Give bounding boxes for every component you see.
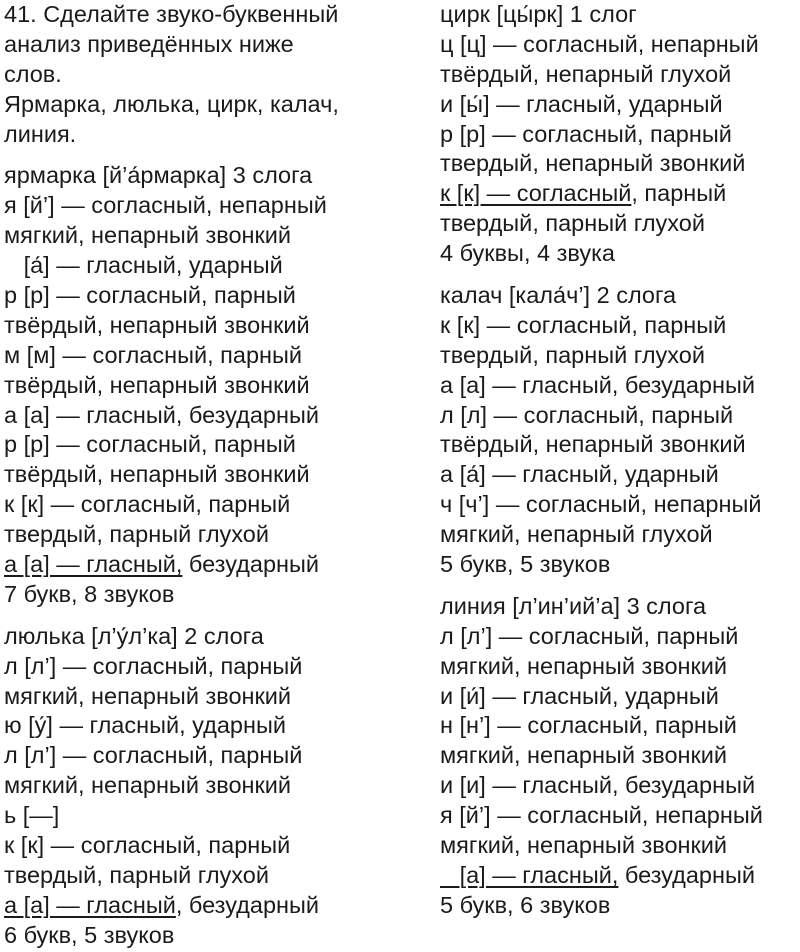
- analysis-line: р [р] — согласный, парный: [440, 120, 732, 147]
- analysis-line: мягкий, непарный звонкий: [440, 652, 728, 679]
- analysis-line: и [и] — гласный, безударный: [440, 772, 756, 799]
- word-header: люлька [л’у́л’ка] 2 слога: [4, 622, 264, 649]
- analysis-line: твердый, парный глухой: [4, 521, 269, 548]
- task-line: слов.: [4, 60, 62, 87]
- analysis-line: л [л’] — согласный, парный: [440, 622, 739, 649]
- analysis-line: твердый, непарный звонкий: [440, 150, 746, 177]
- analysis-line: р [р] — согласный, парный: [4, 431, 296, 458]
- analysis-line: мягкий, непарный звонкий: [440, 832, 728, 859]
- analysis-line: ь [—]: [4, 802, 60, 829]
- analysis-line: а [а́] — гласный, ударный: [440, 461, 719, 488]
- underlined-text: к [к] — согласный: [440, 180, 632, 207]
- right-column: [440, 0, 798, 921]
- word-header: калач [кала́ч’] 2 слога: [440, 282, 677, 309]
- analysis-line: а [а] — гласный, безударный: [440, 371, 756, 398]
- analysis-line: [4, 550, 424, 580]
- analysis-line: твёрдый, непарный звонкий: [440, 431, 746, 458]
- task-line: анализ приведённых ниже: [4, 30, 294, 57]
- analysis-line: твердый, парный глухой: [440, 341, 705, 368]
- analysis-line: м [м] — согласный, парный: [4, 341, 303, 368]
- analysis-line: а [а] — гласный, безударный: [4, 401, 320, 428]
- word-total: 5 букв, 5 звуков: [440, 551, 611, 578]
- analysis-line: твердый, парный глухой: [4, 861, 269, 888]
- analysis-line: твёрдый, непарный глухой: [440, 60, 732, 87]
- analysis-line: мягкий, непарный звонкий: [4, 222, 292, 249]
- analysis-line: и [ы́] — гласный, ударный: [440, 90, 723, 117]
- underlined-text: а [а] — гласный,: [4, 551, 183, 578]
- analysis-line: [440, 179, 798, 209]
- word-total: 4 буквы, 4 звука: [440, 240, 615, 267]
- left-column: [4, 0, 424, 951]
- word-header: ярмарка [й’а́рмарка] 3 слога: [4, 162, 313, 189]
- analysis-liniya: [440, 592, 798, 921]
- analysis-line: ц [ц] — согласный, непарный: [440, 30, 759, 57]
- analysis-line: л [л’] — согласный, парный: [4, 652, 303, 679]
- analysis-line: л [л] — согласный, парный: [440, 401, 734, 428]
- analysis-lyulka: [4, 622, 424, 951]
- analysis-kalach: [440, 281, 798, 580]
- analysis-line: мягкий, непарный звонкий: [4, 772, 292, 799]
- analysis-line: и [и́] — гласный, ударный: [440, 682, 719, 709]
- analysis-line: мягкий, непарный звонкий: [440, 742, 728, 769]
- analysis-line: л [л’] — согласный, парный: [4, 742, 303, 769]
- analysis-text: , парный: [631, 180, 727, 207]
- analysis-text: безударный: [618, 861, 755, 888]
- analysis-line: мягкий, непарный глухой: [440, 521, 713, 548]
- analysis-line: я [й’] — согласный, непарный: [4, 192, 327, 219]
- analysis-line: твёрдый, непарный звонкий: [4, 311, 310, 338]
- analysis-line: твёрдый, непарный звонкий: [4, 371, 310, 398]
- task-line: линия.: [4, 120, 77, 147]
- analysis-line: [а́] — гласный, ударный: [4, 252, 283, 279]
- analysis-line: я [й’] — согласный, непарный: [440, 802, 763, 829]
- analysis-line: к [к] — согласный, парный: [4, 832, 291, 859]
- analysis-line: [440, 861, 798, 891]
- task-line: 41. Сделайте звуко-буквенный: [4, 1, 339, 27]
- analysis-line: твердый, парный глухой: [440, 210, 705, 237]
- word-total: 6 букв, 5 звуков: [4, 921, 175, 948]
- analysis-yarmarka: [4, 161, 424, 609]
- word-header: линия [л’ин’ий’а] 3 слога: [440, 592, 707, 619]
- analysis-line: ч [ч’] — согласный, непарный: [440, 491, 762, 518]
- analysis-line: [4, 891, 424, 921]
- analysis-line: мягкий, непарный звонкий: [4, 682, 292, 709]
- underlined-text: [а] — гласный,: [440, 861, 619, 888]
- underlined-text: а [а] — гласный: [4, 891, 176, 918]
- analysis-text: , безударный: [175, 891, 320, 918]
- analysis-line: ю [у́] — гласный, ударный: [4, 712, 286, 739]
- analysis-text: безударный: [182, 551, 320, 578]
- word-header: цирк [цы́рк] 1 слог: [440, 1, 637, 27]
- word-total: 5 букв, 6 звуков: [440, 891, 611, 918]
- word-total: 7 букв, 8 звуков: [4, 580, 175, 607]
- task-statement: [4, 0, 424, 149]
- analysis-line: к [к] — согласный, парный: [4, 491, 291, 518]
- task-line: Ярмарка, люлька, цирк, калач,: [4, 90, 339, 117]
- analysis-line: н [н’] — согласный, парный: [440, 712, 737, 739]
- analysis-line: р [р] — согласный, парный: [4, 282, 296, 309]
- analysis-line: твёрдый, непарный звонкий: [4, 461, 310, 488]
- analysis-line: к [к] — согласный, парный: [440, 311, 727, 338]
- analysis-tsirk: [440, 0, 798, 269]
